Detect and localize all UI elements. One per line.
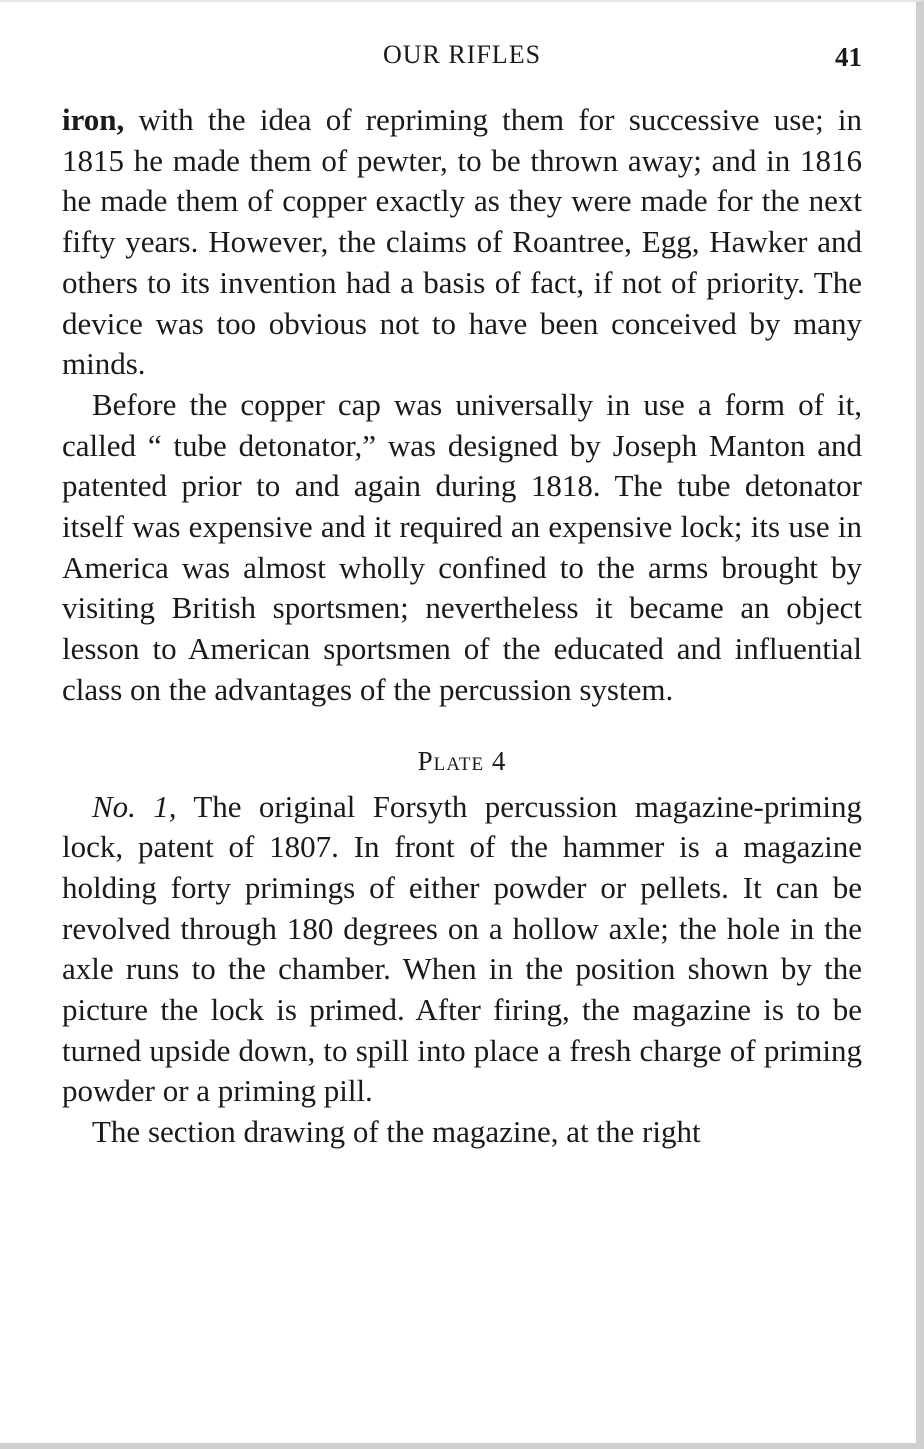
paragraph-1-text: with the idea of repriming them for successive use; in 1815 he made them of pewter, to be thrown away; and in 1816 he made them of copper exactly as they were made for the next fifty years. However, the claims of Roantree, Egg, Hawker and others to its invention had a basis of fact, if not of priority. The device was too obvious not to have been conceived by many minds. bbox=[62, 102, 862, 382]
running-head: OUR RIFLES bbox=[382, 40, 542, 69]
plate-heading bbox=[62, 741, 862, 781]
paragraph-1-lead: iron, bbox=[62, 102, 125, 137]
plate-heading-text: Plate 4 bbox=[417, 745, 507, 776]
paragraph-2: Before the copper cap was universally in use a form of it, called “ tube detonator,” was designed by Joseph Manton and patented prior to and again during 1818. The tube detonator itself was expensive and it required an expensive lock; its use in America was almost wholly confined to the arms brought by visiting British sportsmen; nevertheless it became an object lesson to American sportsmen of the educated and influential class on the advantages of the percussion system. bbox=[62, 386, 862, 707]
page-header bbox=[62, 40, 862, 80]
paragraph-3-text: The original Forsyth percussion magazine-priming lock, patent of 1807. In front of the hammer is a magazine holding forty primings of either powder or pellets. It can be revolved through 180 degrees on a hollow axle; the hole in the axle runs to the chamber. When in the position shown by the picture the lock is primed. After firing, the magazine is to be turned upside down, to spill into place a fresh charge of priming powder or a priming pill. bbox=[62, 788, 862, 1109]
page-number: 41 bbox=[835, 42, 862, 72]
paragraph-4: The section drawing of the magazine, at the right bbox=[92, 1114, 701, 1150]
paragraph-3 bbox=[62, 787, 862, 1113]
item-label: No. 1, bbox=[92, 788, 177, 824]
paragraph-1 bbox=[62, 100, 862, 385]
body-text bbox=[62, 100, 862, 1153]
